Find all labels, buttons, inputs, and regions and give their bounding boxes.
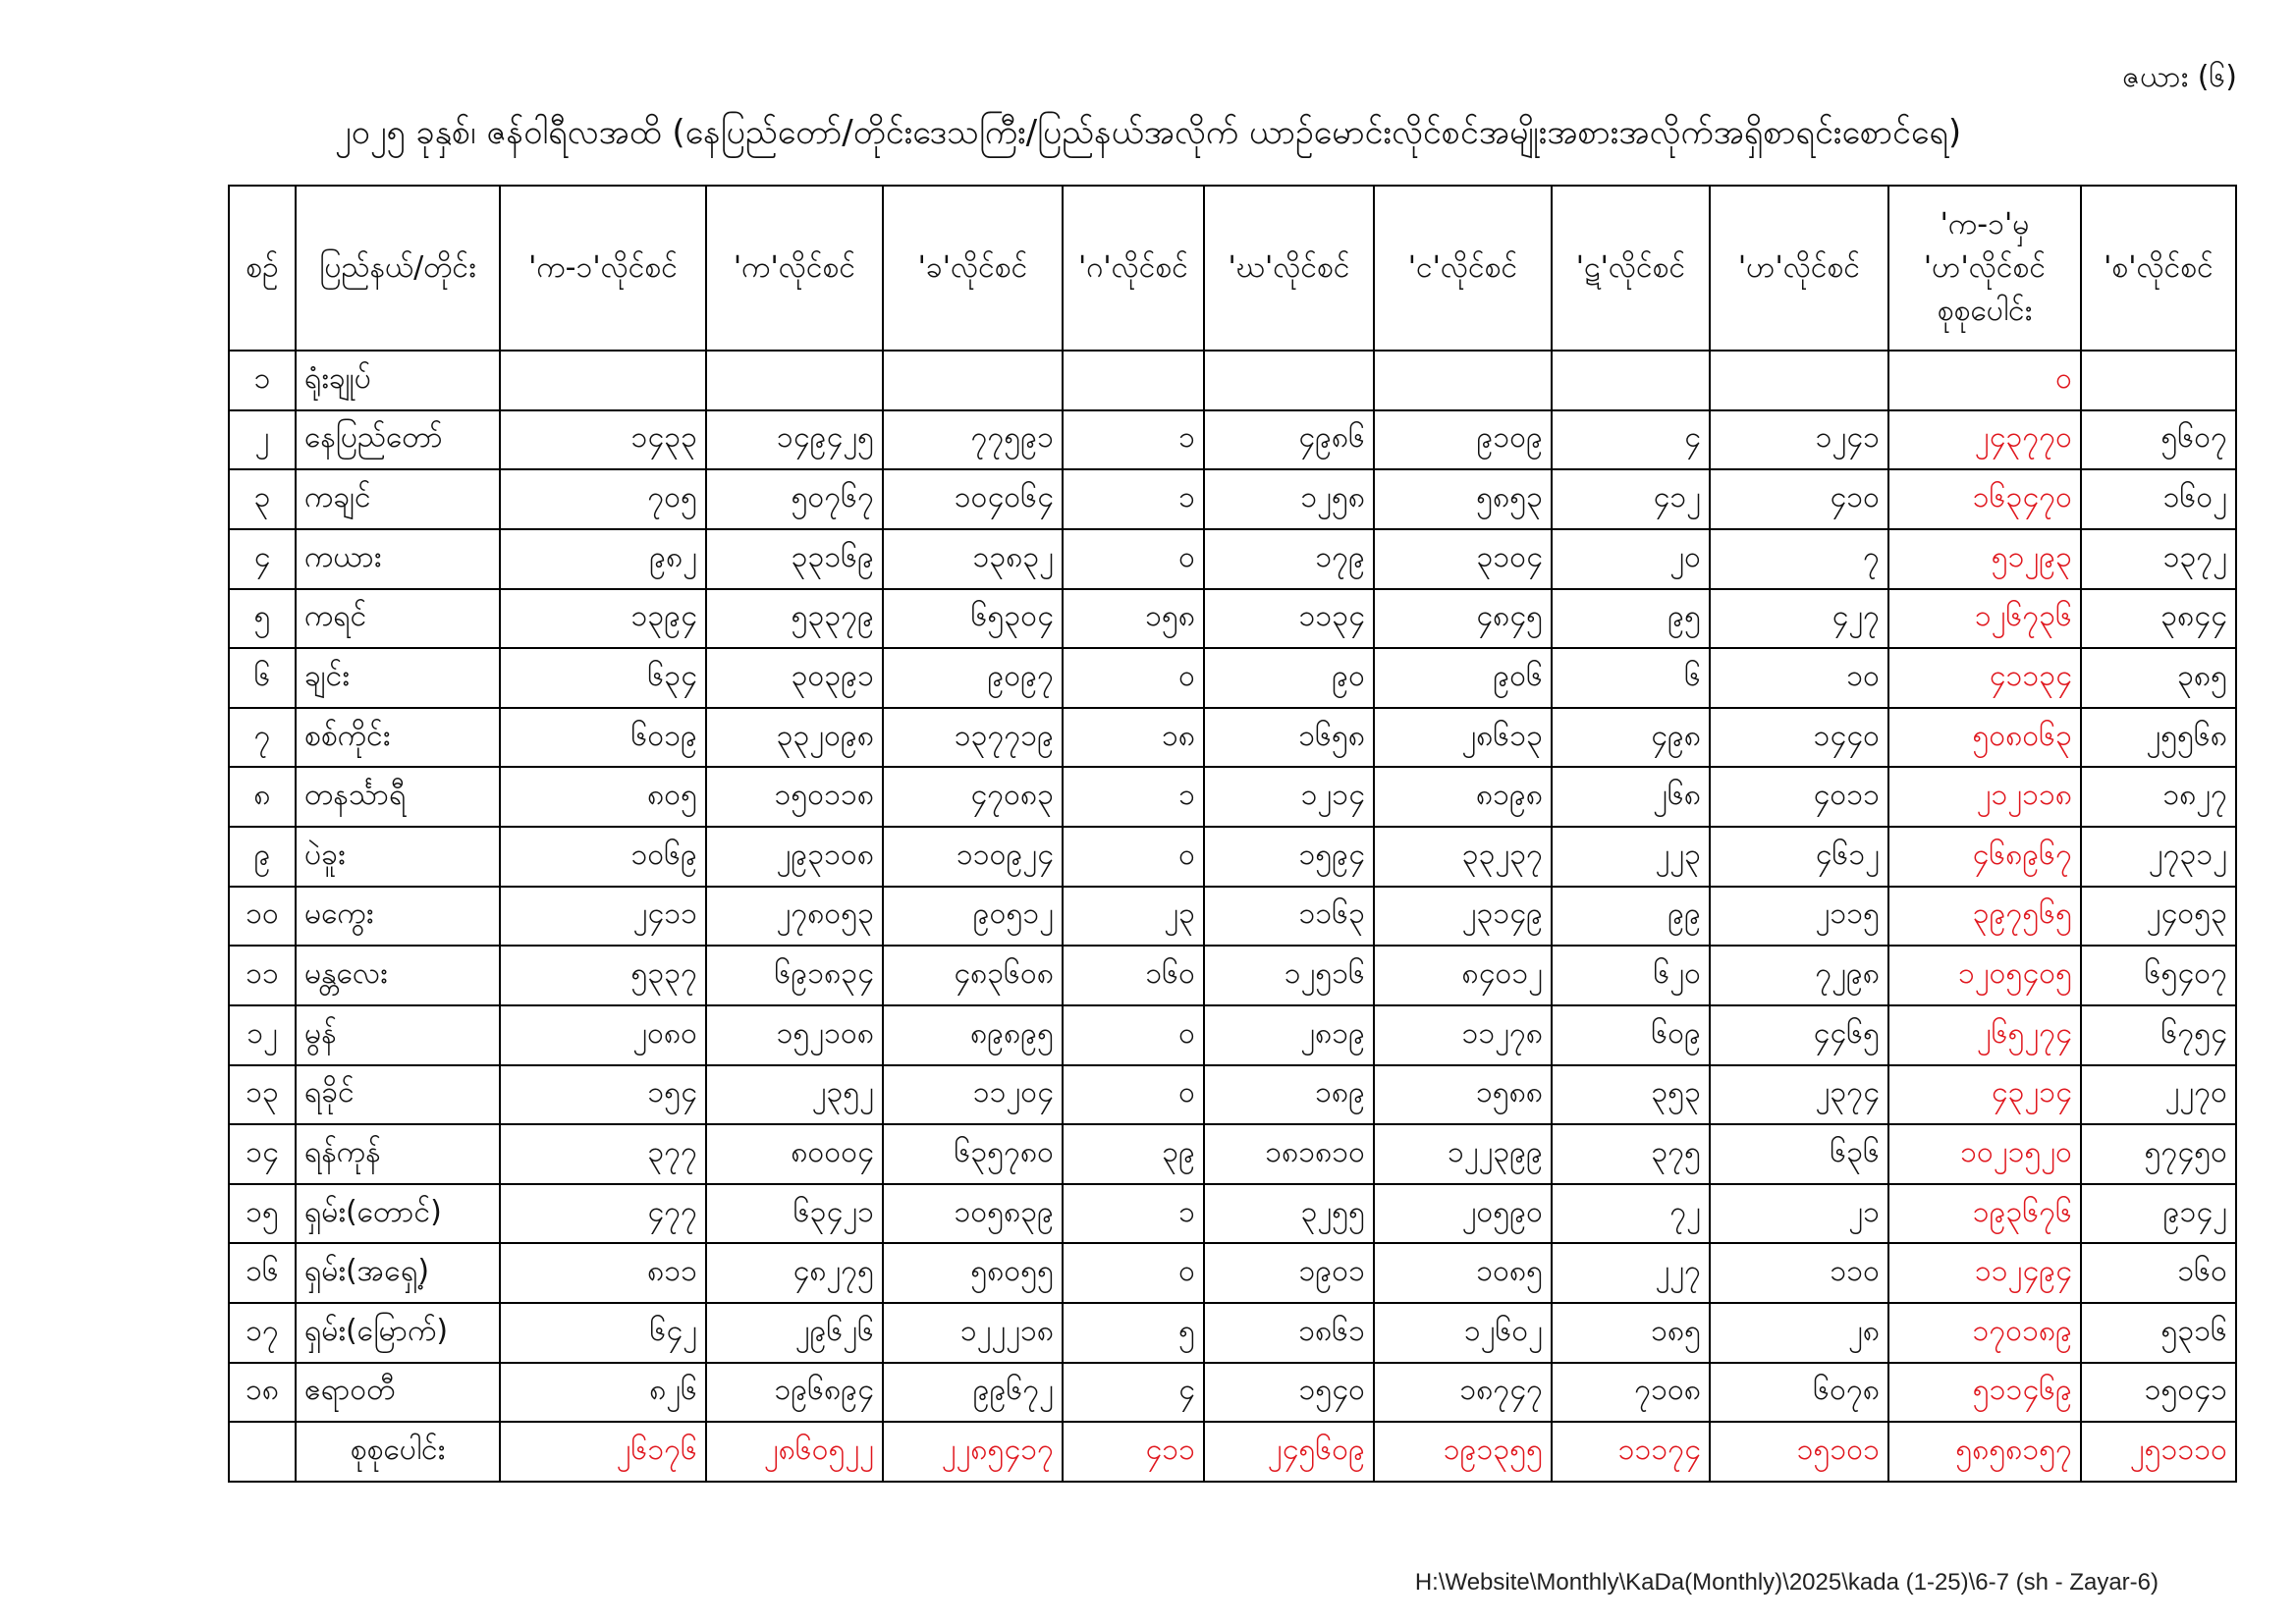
total-row bbox=[229, 1422, 2236, 1482]
value-cell: ၁၈ bbox=[1063, 708, 1204, 768]
serial-cell: ၅ bbox=[229, 589, 296, 649]
region-cell: ဧရာဝတီ bbox=[296, 1363, 500, 1423]
value-cell: ၆ bbox=[1552, 648, 1710, 708]
serial-cell: ၃ bbox=[229, 469, 296, 529]
value-cell: ၆၂၀ bbox=[1552, 946, 1710, 1005]
col-header: 'ဃ'လိုင်စင် bbox=[1204, 186, 1374, 351]
value-cell: ၅၈၀၅၅ bbox=[883, 1243, 1063, 1303]
value-cell: ၁၆၀ bbox=[1063, 946, 1204, 1005]
value-cell: ၅၀၈၀၆၃ bbox=[1888, 708, 2081, 768]
table-row bbox=[229, 529, 2236, 589]
col-header: 'ဋ'လိုင်စင် bbox=[1552, 186, 1710, 351]
value-cell: ၃၇၇ bbox=[500, 1124, 706, 1184]
value-cell bbox=[1710, 351, 1888, 410]
value-cell: ၁၂၆၇၃၆ bbox=[1888, 589, 2081, 649]
serial-cell: ၆ bbox=[229, 648, 296, 708]
license-table bbox=[228, 185, 2237, 1483]
col-header: 'က-၁'မှ 'ဟ'လိုင်စင် စုစုပေါင်း bbox=[1888, 186, 2081, 351]
table-row bbox=[229, 648, 2236, 708]
value-cell: ၅၃၁၆ bbox=[2081, 1303, 2236, 1363]
value-cell: ၁ bbox=[1063, 767, 1204, 827]
value-cell: ၄ bbox=[1552, 410, 1710, 470]
value-cell: ၅၀၇၆၇ bbox=[706, 469, 883, 529]
col-header: 'က'လိုင်စင် bbox=[706, 186, 883, 351]
value-cell: ၂၇၃၁၂ bbox=[2081, 827, 2236, 887]
value-cell: ၀ bbox=[1063, 648, 1204, 708]
value-cell: ၃၅၃ bbox=[1552, 1065, 1710, 1125]
value-cell: ၁၉၀၁ bbox=[1204, 1243, 1374, 1303]
value-cell: ၁၀၄၀၆၄ bbox=[883, 469, 1063, 529]
value-cell: ၆၃၄ bbox=[500, 648, 706, 708]
value-cell: ၁၆၃၄၇၀ bbox=[1888, 469, 2081, 529]
value-cell: ၁၀ bbox=[1710, 648, 1888, 708]
region-cell: ရုံးချုပ် bbox=[296, 351, 500, 410]
value-cell: ၆၅၄၀၇ bbox=[2081, 946, 2236, 1005]
value-cell: ၁၁၃၄ bbox=[1204, 589, 1374, 649]
table-number-label: ဇယား (၆) bbox=[2122, 60, 2237, 94]
value-cell: ၇၂၉၈ bbox=[1710, 946, 1888, 1005]
value-cell: ၁၀၈၅ bbox=[1374, 1243, 1552, 1303]
value-cell: ၃၉၇၅၆၅ bbox=[1888, 887, 2081, 947]
value-cell: ၂၂၃ bbox=[1552, 827, 1710, 887]
value-cell: ၈၄၀၁၂ bbox=[1374, 946, 1552, 1005]
value-cell: ၁၀၅၈၃၉ bbox=[883, 1184, 1063, 1244]
value-cell: ၄၁၁ bbox=[1063, 1422, 1204, 1482]
value-cell: ၄၃၂၁၄ bbox=[1888, 1065, 2081, 1125]
table-row bbox=[229, 1243, 2236, 1303]
value-cell: ၂၈၆၁၃ bbox=[1374, 708, 1552, 768]
value-cell bbox=[500, 351, 706, 410]
value-cell: ၆၉၁၈၃၄ bbox=[706, 946, 883, 1005]
value-cell: ၉၀ bbox=[1204, 648, 1374, 708]
table-row bbox=[229, 1363, 2236, 1423]
value-cell bbox=[1063, 351, 1204, 410]
value-cell: ၁၂၀၅၄၀၅ bbox=[1888, 946, 2081, 1005]
value-cell: ၁၂၂၂၁၈ bbox=[883, 1303, 1063, 1363]
table-row bbox=[229, 827, 2236, 887]
value-cell: ၄၈၂၇၅ bbox=[706, 1243, 883, 1303]
value-cell: ၈၁၁ bbox=[500, 1243, 706, 1303]
serial-cell: ၄ bbox=[229, 529, 296, 589]
region-cell: ကရင် bbox=[296, 589, 500, 649]
file-path-footer: H:\Website\Monthly\KaDa(Monthly)\2025\kada (1-25)\6-7 (sh - Zayar-6) bbox=[1414, 1569, 2159, 1596]
value-cell: ၁ bbox=[1063, 410, 1204, 470]
value-cell: ၈၁၉၈ bbox=[1374, 767, 1552, 827]
table-row bbox=[229, 887, 2236, 947]
value-cell: ၉၉ bbox=[1552, 887, 1710, 947]
value-cell: ၁၁၀၉၂၄ bbox=[883, 827, 1063, 887]
value-cell: ၇၂ bbox=[1552, 1184, 1710, 1244]
serial-cell: ၁၆ bbox=[229, 1243, 296, 1303]
value-cell: ၁၈၁၈၁၀ bbox=[1204, 1124, 1374, 1184]
value-cell: ၄၇၀၈၃ bbox=[883, 767, 1063, 827]
value-cell: ၂၁၁၅ bbox=[1710, 887, 1888, 947]
value-cell: ၂၈၁၉ bbox=[1204, 1005, 1374, 1065]
value-cell: ၇၁၀၈ bbox=[1552, 1363, 1710, 1423]
value-cell: ၁၃၉၄ bbox=[500, 589, 706, 649]
value-cell: ၀ bbox=[1888, 351, 2081, 410]
value-cell: ၀ bbox=[1063, 827, 1204, 887]
value-cell: ၄၂၇ bbox=[1710, 589, 1888, 649]
table-row bbox=[229, 589, 2236, 649]
serial-cell: ၈ bbox=[229, 767, 296, 827]
table-row bbox=[229, 469, 2236, 529]
value-cell: ၁၄၄၀ bbox=[1710, 708, 1888, 768]
value-cell: ၁၅၄ bbox=[500, 1065, 706, 1125]
value-cell: ၁၁၀ bbox=[1710, 1243, 1888, 1303]
table-row bbox=[229, 767, 2236, 827]
value-cell: ၀ bbox=[1063, 1065, 1204, 1125]
value-cell: ၀ bbox=[1063, 529, 1204, 589]
value-cell: ၆၃၄၂၁ bbox=[706, 1184, 883, 1244]
value-cell: ၁၆၀၂ bbox=[2081, 469, 2236, 529]
value-cell: ၂၆၅၂၇၄ bbox=[1888, 1005, 2081, 1065]
value-cell: ၂၂၇၀ bbox=[2081, 1065, 2236, 1125]
value-cell: ၄၄၆၅ bbox=[1710, 1005, 1888, 1065]
value-cell: ၂၂၇ bbox=[1552, 1243, 1710, 1303]
value-cell bbox=[883, 351, 1063, 410]
value-cell: ၅၇၄၅၀ bbox=[2081, 1124, 2236, 1184]
region-cell: ပဲခူး bbox=[296, 827, 500, 887]
value-cell: ၂၆၈ bbox=[1552, 767, 1710, 827]
region-cell: ရှမ်း(အရှေ့) bbox=[296, 1243, 500, 1303]
serial-cell: ၁၂ bbox=[229, 1005, 296, 1065]
serial-cell: ၂ bbox=[229, 410, 296, 470]
value-cell: ၂၅၁၁၁၀ bbox=[2081, 1422, 2236, 1482]
value-cell: ၈၂၆ bbox=[500, 1363, 706, 1423]
value-cell: ၂၀ bbox=[1552, 529, 1710, 589]
value-cell: ၂၃၇၄ bbox=[1710, 1065, 1888, 1125]
value-cell: ၉၀၆ bbox=[1374, 648, 1552, 708]
value-cell: ၂၁၂၁၁၈ bbox=[1888, 767, 2081, 827]
value-cell: ၂၄၃၇၇၀ bbox=[1888, 410, 2081, 470]
col-header: ပြည်နယ်/တိုင်း bbox=[296, 186, 500, 351]
serial-cell: ၁ bbox=[229, 351, 296, 410]
col-header: 'င'လိုင်စင် bbox=[1374, 186, 1552, 351]
value-cell: ၁၃၈၃၂ bbox=[883, 529, 1063, 589]
value-cell: ၁၈၅ bbox=[1552, 1303, 1710, 1363]
value-cell: ၀ bbox=[1063, 1005, 1204, 1065]
value-cell: ၁၂၆၀၂ bbox=[1374, 1303, 1552, 1363]
value-cell: ၃၂၅၅ bbox=[1204, 1184, 1374, 1244]
serial-cell bbox=[229, 1422, 296, 1482]
region-cell: ကယား bbox=[296, 529, 500, 589]
col-header: 'ဂ'လိုင်စင် bbox=[1063, 186, 1204, 351]
value-cell: ၃၈၅ bbox=[2081, 648, 2236, 708]
value-cell: ၆၃၅၇၈၀ bbox=[883, 1124, 1063, 1184]
value-cell: ၂၃ bbox=[1063, 887, 1204, 947]
value-cell: ၂၄၀၅၃ bbox=[2081, 887, 2236, 947]
value-cell: ၉၀၉၇ bbox=[883, 648, 1063, 708]
value-cell: ၅၆၀၇ bbox=[2081, 410, 2236, 470]
value-cell: ၂၉၆၂၆ bbox=[706, 1303, 883, 1363]
table-row bbox=[229, 410, 2236, 470]
value-cell: ၁၈၆၁ bbox=[1204, 1303, 1374, 1363]
value-cell: ၂၅၅၆၈ bbox=[2081, 708, 2236, 768]
value-cell: ၁၄၃၃ bbox=[500, 410, 706, 470]
header-row bbox=[229, 186, 2236, 351]
value-cell: ၇၀၅ bbox=[500, 469, 706, 529]
page-title: ၂၀၂၅ ခုနှစ်၊ ဇန်ဝါရီလအထိ (နေပြည်တော်/တိုင်းဒေသကြီး/ပြည်နယ်အလိုက် ယာဉ်မောင်းလိုင်စင်အမျိုးအစားအလိုက်အရှိစာရင်းစောင်ရေ) bbox=[334, 113, 1962, 152]
table-row bbox=[229, 1065, 2236, 1125]
region-cell: ရှမ်း(မြောက်) bbox=[296, 1303, 500, 1363]
value-cell: ၁၈၉ bbox=[1204, 1065, 1374, 1125]
value-cell bbox=[2081, 351, 2236, 410]
value-cell: ၁၇၀၁၈၉ bbox=[1888, 1303, 2081, 1363]
value-cell: ၃၁၀၄ bbox=[1374, 529, 1552, 589]
value-cell: ၁၂၄၁ bbox=[1710, 410, 1888, 470]
value-cell: ၃၀၃၉၁ bbox=[706, 648, 883, 708]
value-cell: ၁၀၆၉ bbox=[500, 827, 706, 887]
value-cell: ၄၉၈ bbox=[1552, 708, 1710, 768]
value-cell: ၉၈၂ bbox=[500, 529, 706, 589]
value-cell: ၁၇၉ bbox=[1204, 529, 1374, 589]
table-row bbox=[229, 1184, 2236, 1244]
value-cell: ၆၇၅၄ bbox=[2081, 1005, 2236, 1065]
value-cell: ၄၀၁၁ bbox=[1710, 767, 1888, 827]
region-cell: မကွေး bbox=[296, 887, 500, 947]
value-cell: ၄၉၈၆ bbox=[1204, 410, 1374, 470]
value-cell: ၁၄၉၄၂၅ bbox=[706, 410, 883, 470]
value-cell: ၅၁၂၉၃ bbox=[1888, 529, 2081, 589]
value-cell: ၅၈၅၃ bbox=[1374, 469, 1552, 529]
value-cell: ၁၉၃၆၇၆ bbox=[1888, 1184, 2081, 1244]
region-cell: ကချင် bbox=[296, 469, 500, 529]
col-header: 'စ'လိုင်စင် bbox=[2081, 186, 2236, 351]
value-cell: ၄၇၇ bbox=[500, 1184, 706, 1244]
serial-cell: ၁၃ bbox=[229, 1065, 296, 1125]
region-cell: စုစုပေါင်း bbox=[296, 1422, 500, 1482]
col-header: 'က-၁'လိုင်စင် bbox=[500, 186, 706, 351]
value-cell: ၆၀၁၉ bbox=[500, 708, 706, 768]
value-cell: ၄၁၂ bbox=[1552, 469, 1710, 529]
value-cell: ၄၈၃၆၀၈ bbox=[883, 946, 1063, 1005]
region-cell: မန္တလေး bbox=[296, 946, 500, 1005]
value-cell: ၆၅၃၀၄ bbox=[883, 589, 1063, 649]
value-cell: ၁၆၅၈ bbox=[1204, 708, 1374, 768]
value-cell: ၁၁၂၇၈ bbox=[1374, 1005, 1552, 1065]
value-cell: ၂၇၈၀၅၃ bbox=[706, 887, 883, 947]
table-row bbox=[229, 1005, 2236, 1065]
serial-cell: ၇ bbox=[229, 708, 296, 768]
value-cell: ၁၂၅၁၆ bbox=[1204, 946, 1374, 1005]
value-cell: ၄၈၄၅ bbox=[1374, 589, 1552, 649]
value-cell: ၁၁၂၀၄ bbox=[883, 1065, 1063, 1125]
value-cell: ၈၀၀၀၄ bbox=[706, 1124, 883, 1184]
value-cell: ၁၈၂၇ bbox=[2081, 767, 2236, 827]
value-cell: ၅၃၃၇၉ bbox=[706, 589, 883, 649]
value-cell: ၄၆၁၂ bbox=[1710, 827, 1888, 887]
col-header: 'ဟ'လိုင်စင် bbox=[1710, 186, 1888, 351]
value-cell: ၁၁၆၃ bbox=[1204, 887, 1374, 947]
value-cell: ၂၃၅၂ bbox=[706, 1065, 883, 1125]
value-cell: ၉၁၄၂ bbox=[2081, 1184, 2236, 1244]
value-cell: ၂၀၈၀ bbox=[500, 1005, 706, 1065]
value-cell: ၄ bbox=[1063, 1363, 1204, 1423]
value-cell: ၁၁၁၇၄ bbox=[1552, 1422, 1710, 1482]
value-cell: ၁၂၁၄ bbox=[1204, 767, 1374, 827]
serial-cell: ၁၅ bbox=[229, 1184, 296, 1244]
region-cell: ရန်ကုန် bbox=[296, 1124, 500, 1184]
value-cell: ၂၂၈၅၄၁၇ bbox=[883, 1422, 1063, 1482]
value-cell: ၄၆၈၉၆၇ bbox=[1888, 827, 2081, 887]
region-cell: နေပြည်တော် bbox=[296, 410, 500, 470]
value-cell: ၁ bbox=[1063, 1184, 1204, 1244]
value-cell: ၁၀၂၁၅၂၀ bbox=[1888, 1124, 2081, 1184]
value-cell: ၂၄၅၆၀၉ bbox=[1204, 1422, 1374, 1482]
value-cell: ၄၁၀ bbox=[1710, 469, 1888, 529]
value-cell bbox=[1552, 351, 1710, 410]
value-cell: ၁၅၈၈ bbox=[1374, 1065, 1552, 1125]
col-header: စဉ် bbox=[229, 186, 296, 351]
value-cell: ၂၆၁၇၆ bbox=[500, 1422, 706, 1482]
value-cell: ၃၃၂၀၉၈ bbox=[706, 708, 883, 768]
value-cell: ၈၀၅ bbox=[500, 767, 706, 827]
value-cell: ၉၉၆၇၂ bbox=[883, 1363, 1063, 1423]
table-row bbox=[229, 1124, 2236, 1184]
value-cell: ၄၁၁၃၄ bbox=[1888, 648, 2081, 708]
table-row bbox=[229, 1303, 2236, 1363]
value-cell: ၂၀၅၉၀ bbox=[1374, 1184, 1552, 1244]
region-cell: မွန် bbox=[296, 1005, 500, 1065]
value-cell: ၂၄၁၁ bbox=[500, 887, 706, 947]
value-cell: ၉၅ bbox=[1552, 589, 1710, 649]
value-cell: ၁၅၀၄၁ bbox=[2081, 1363, 2236, 1423]
value-cell: ၉၀၅၁၂ bbox=[883, 887, 1063, 947]
value-cell: ၉၁၀၉ bbox=[1374, 410, 1552, 470]
value-cell: ၁၅၈ bbox=[1063, 589, 1204, 649]
value-cell: ၁၉၆၈၉၄ bbox=[706, 1363, 883, 1423]
value-cell: ၆၄၂ bbox=[500, 1303, 706, 1363]
value-cell: ၁ bbox=[1063, 469, 1204, 529]
value-cell: ၆၃၆ bbox=[1710, 1124, 1888, 1184]
region-cell: တနင်္သာရီ bbox=[296, 767, 500, 827]
table-row bbox=[229, 708, 2236, 768]
serial-cell: ၁၀ bbox=[229, 887, 296, 947]
value-cell: ၅ bbox=[1063, 1303, 1204, 1363]
value-cell: ၆၀၉ bbox=[1552, 1005, 1710, 1065]
region-cell: စစ်ကိုင်း bbox=[296, 708, 500, 768]
value-cell: ၁၅၀၁၁၈ bbox=[706, 767, 883, 827]
value-cell: ၁၅၄၀ bbox=[1204, 1363, 1374, 1423]
value-cell: ၂၃၁၄၉ bbox=[1374, 887, 1552, 947]
value-cell: ၁၉၁၃၅၅ bbox=[1374, 1422, 1552, 1482]
value-cell: ၁၅၁၀၁ bbox=[1710, 1422, 1888, 1482]
value-cell: ၁၅၉၄ bbox=[1204, 827, 1374, 887]
value-cell: ၂၉၃၁၀၈ bbox=[706, 827, 883, 887]
value-cell: ၆၀၇၈ bbox=[1710, 1363, 1888, 1423]
value-cell: ၃၈၄၄ bbox=[2081, 589, 2236, 649]
value-cell: ၈၉၈၉၅ bbox=[883, 1005, 1063, 1065]
value-cell bbox=[1374, 351, 1552, 410]
value-cell: ၂၈၆၀၅၂၂ bbox=[706, 1422, 883, 1482]
value-cell: ၃၃၂၃၇ bbox=[1374, 827, 1552, 887]
value-cell: ၁၆၀ bbox=[2081, 1243, 2236, 1303]
value-cell: ၁၂၅၈ bbox=[1204, 469, 1374, 529]
col-header: 'ခ'လိုင်စင် bbox=[883, 186, 1063, 351]
region-cell: ရှမ်း(တောင်) bbox=[296, 1184, 500, 1244]
value-cell: ၂၁ bbox=[1710, 1184, 1888, 1244]
value-cell: ၂၈ bbox=[1710, 1303, 1888, 1363]
serial-cell: ၁၇ bbox=[229, 1303, 296, 1363]
table-row bbox=[229, 351, 2236, 410]
value-cell: ၃၃၁၆၉ bbox=[706, 529, 883, 589]
value-cell: ၃၇၅ bbox=[1552, 1124, 1710, 1184]
value-cell: ၃၉ bbox=[1063, 1124, 1204, 1184]
value-cell: ၁၅၂၁၀၈ bbox=[706, 1005, 883, 1065]
table-row bbox=[229, 946, 2236, 1005]
serial-cell: ၁၄ bbox=[229, 1124, 296, 1184]
value-cell: ၁၃၇၇၁၉ bbox=[883, 708, 1063, 768]
region-cell: ချင်း bbox=[296, 648, 500, 708]
serial-cell: ၁၈ bbox=[229, 1363, 296, 1423]
value-cell: ၁၃၇၂ bbox=[2081, 529, 2236, 589]
value-cell: ၅၁၁၄၆၉ bbox=[1888, 1363, 2081, 1423]
value-cell: ၀ bbox=[1063, 1243, 1204, 1303]
value-cell: ၅၃၃၇ bbox=[500, 946, 706, 1005]
value-cell: ၇၇၅၉၁ bbox=[883, 410, 1063, 470]
serial-cell: ၉ bbox=[229, 827, 296, 887]
value-cell bbox=[706, 351, 883, 410]
value-cell: ၇ bbox=[1710, 529, 1888, 589]
value-cell: ၁၂၂၃၉၉ bbox=[1374, 1124, 1552, 1184]
value-cell bbox=[1204, 351, 1374, 410]
value-cell: ၁၈၇၄၇ bbox=[1374, 1363, 1552, 1423]
value-cell: ၁၁၂၄၉၄ bbox=[1888, 1243, 2081, 1303]
region-cell: ရခိုင် bbox=[296, 1065, 500, 1125]
value-cell: ၅၈၅၈၁၅၇ bbox=[1888, 1422, 2081, 1482]
serial-cell: ၁၁ bbox=[229, 946, 296, 1005]
